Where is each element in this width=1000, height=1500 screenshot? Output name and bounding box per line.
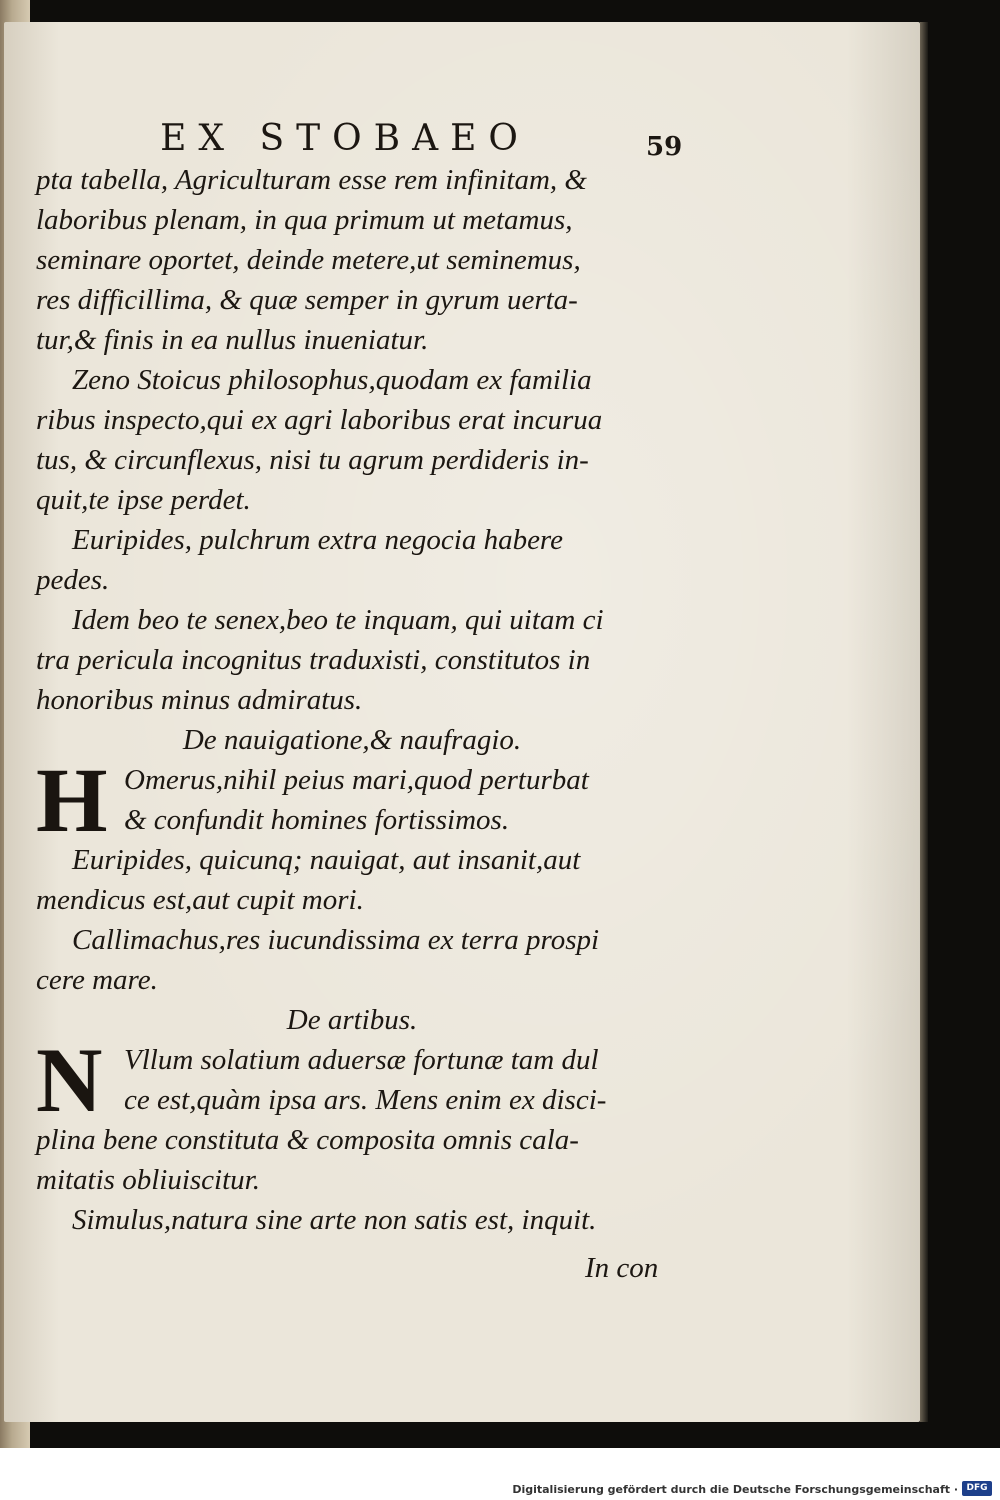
catchword: In con <box>585 1252 659 1284</box>
text-line: Zeno Stoicus philosophus,quodam ex familia <box>72 364 592 396</box>
text-line: Euripides, pulchrum extra negocia habere <box>72 524 564 556</box>
drop-cap-paragraph <box>36 1029 668 1131</box>
text-line: & confundit homines fortissimos. <box>124 804 510 836</box>
text-line: mendicus est,aut cupit mori. <box>36 884 364 916</box>
text-line: Omerus,nihil peius mari,quod perturbat <box>124 764 589 796</box>
text-line: tus, & circunflexus, nisi tu agrum perdideris in- <box>36 444 589 476</box>
text-line: Euripides, quicunq; nauigat, aut insanit,aut <box>72 844 581 876</box>
section-heading-navigation: De nauigatione,& naufragio. <box>182 724 522 756</box>
text-line: tra pericula incognitus traduxisti, constitutos in <box>36 644 591 676</box>
digitization-credit: Digitalisierung gefördert durch die Deutsche Forschungsgemeinschaft · <box>512 1483 958 1496</box>
text-line: ce est,quàm ipsa ars. Mens enim ex disci- <box>124 1084 607 1116</box>
running-title: EX STOBAEO <box>160 118 530 159</box>
text-line: seminare oportet, deinde metere,ut seminemus, <box>36 244 581 276</box>
text-line: quit,te ipse perdet. <box>36 484 251 516</box>
text-line: mitatis obliuiscitur. <box>36 1164 260 1196</box>
dfg-logo: DFG <box>962 1481 992 1496</box>
text-line: pta tabella, Agriculturam esse rem infinitam, & <box>36 164 587 196</box>
text-line: laboribus plenam, in qua primum ut metamus, <box>36 204 573 236</box>
text-line: Vllum solatium aduersæ fortunæ tam dul <box>124 1044 599 1076</box>
page-number: 59 <box>646 132 683 162</box>
text-line: honoribus minus admiratus. <box>36 684 363 716</box>
drop-cap-initial: N <box>36 1029 103 1131</box>
text-line: Callimachus,res iucundissima ex terra prospi <box>72 924 600 956</box>
text-line: res difficillima, & quæ semper in gyrum uerta- <box>36 284 578 316</box>
text-line: plina bene constituta & composita omnis cala- <box>36 1124 579 1156</box>
text-line: Idem beo te senex,beo te inquam, qui uitam ci <box>72 604 604 636</box>
drop-cap-initial: H <box>36 749 108 851</box>
text-line: tur,& finis in ea nullus inueniatur. <box>36 324 429 356</box>
page-edge-shadow <box>920 22 928 1422</box>
text-line: cere mare. <box>36 964 158 996</box>
text-line: pedes. <box>36 564 110 596</box>
drop-cap-paragraph <box>36 749 668 851</box>
section-heading-arts: De artibus. <box>286 1004 418 1036</box>
text-line: Simulus,natura sine arte non satis est, inquit. <box>72 1204 597 1236</box>
page-text-block <box>36 160 668 1240</box>
text-line: ribus inspecto,qui ex agri laboribus erat incurua <box>36 404 603 436</box>
